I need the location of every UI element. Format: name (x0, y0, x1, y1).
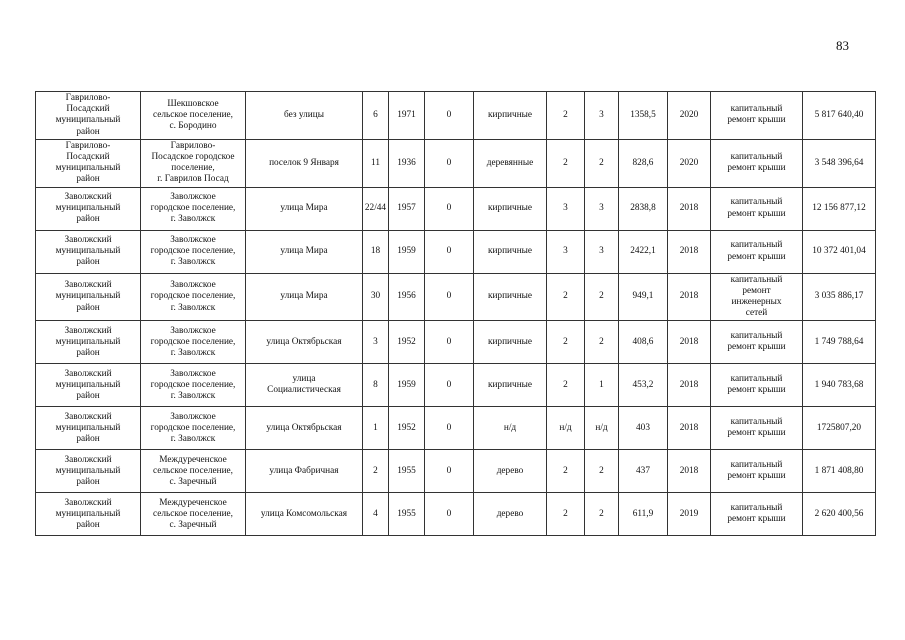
wall-material-cell: деревянные (474, 139, 547, 187)
entrances-cell: 2 (585, 139, 619, 187)
entrances-cell: 2 (585, 321, 619, 364)
table-row (36, 92, 876, 140)
house-number-cell: 8 (363, 364, 389, 407)
settlement-cell: Заволжское городское поселение, г. Заволжск (141, 230, 246, 273)
build-year-cell: 1959 (389, 364, 425, 407)
col6-cell: 0 (425, 364, 474, 407)
floors-cell: 2 (547, 139, 585, 187)
area-cell: 453,2 (619, 364, 668, 407)
build-year-cell: 1952 (389, 407, 425, 450)
entrances-cell: 2 (585, 493, 619, 536)
col6-cell: 0 (425, 187, 474, 230)
street-cell: улица Октябрьская (246, 321, 363, 364)
district-cell: Гаврилово- Посадский муниципальный район (36, 139, 141, 187)
wall-material-cell: кирпичные (474, 273, 547, 321)
area-cell: 437 (619, 450, 668, 493)
street-cell: улица Мира (246, 230, 363, 273)
area-cell: 403 (619, 407, 668, 450)
cost-cell: 2 620 400,56 (803, 493, 876, 536)
work-type-cell: капитальный ремонт инженерных сетей (711, 273, 803, 321)
settlement-cell: Заволжское городское поселение, г. Заволжск (141, 364, 246, 407)
house-number-cell: 1 (363, 407, 389, 450)
plan-year-cell: 2018 (668, 321, 711, 364)
work-type-cell: капитальный ремонт крыши (711, 187, 803, 230)
floors-cell: 3 (547, 230, 585, 273)
house-number-cell: 4 (363, 493, 389, 536)
build-year-cell: 1955 (389, 493, 425, 536)
settlement-cell: Заволжское городское поселение, г. Заволжск (141, 321, 246, 364)
plan-year-cell: 2018 (668, 364, 711, 407)
wall-material-cell: кирпичные (474, 92, 547, 140)
district-cell: Заволжский муниципальный район (36, 273, 141, 321)
entrances-cell: 3 (585, 187, 619, 230)
district-cell: Заволжский муниципальный район (36, 364, 141, 407)
col6-cell: 0 (425, 92, 474, 140)
floors-cell: 2 (547, 364, 585, 407)
work-type-cell: капитальный ремонт крыши (711, 92, 803, 140)
district-cell: Заволжский муниципальный район (36, 493, 141, 536)
settlement-cell: Заволжское городское поселение, г. Заволжск (141, 407, 246, 450)
floors-cell: н/д (547, 407, 585, 450)
house-number-cell: 18 (363, 230, 389, 273)
district-cell: Заволжский муниципальный район (36, 187, 141, 230)
work-type-cell: капитальный ремонт крыши (711, 230, 803, 273)
house-number-cell: 30 (363, 273, 389, 321)
plan-year-cell: 2018 (668, 230, 711, 273)
district-cell: Гаврилово- Посадский муниципальный район (36, 92, 141, 140)
col6-cell: 0 (425, 139, 474, 187)
wall-material-cell: кирпичные (474, 230, 547, 273)
build-year-cell: 1971 (389, 92, 425, 140)
house-number-cell: 3 (363, 321, 389, 364)
house-number-cell: 22/44 (363, 187, 389, 230)
house-number-cell: 11 (363, 139, 389, 187)
page-number: 83 (836, 38, 849, 53)
plan-year-cell: 2018 (668, 187, 711, 230)
house-number-cell: 2 (363, 450, 389, 493)
build-year-cell: 1952 (389, 321, 425, 364)
work-type-cell: капитальный ремонт крыши (711, 364, 803, 407)
floors-cell: 2 (547, 92, 585, 140)
table-row (36, 407, 876, 450)
cost-cell: 10 372 401,04 (803, 230, 876, 273)
settlement-cell: Шекшовское сельское поселение, с. Бородино (141, 92, 246, 140)
table-row (36, 450, 876, 493)
street-cell: улица Социалистическая (246, 364, 363, 407)
area-cell: 2422,1 (619, 230, 668, 273)
plan-year-cell: 2020 (668, 92, 711, 140)
cost-cell: 3 035 886,17 (803, 273, 876, 321)
work-type-cell: капитальный ремонт крыши (711, 493, 803, 536)
cost-cell: 3 548 396,64 (803, 139, 876, 187)
entrances-cell: 1 (585, 364, 619, 407)
plan-year-cell: 2019 (668, 493, 711, 536)
cost-cell: 12 156 877,12 (803, 187, 876, 230)
work-type-cell: капитальный ремонт крыши (711, 450, 803, 493)
build-year-cell: 1956 (389, 273, 425, 321)
area-cell: 828,6 (619, 139, 668, 187)
col6-cell: 0 (425, 407, 474, 450)
street-cell: улица Мира (246, 187, 363, 230)
floors-cell: 2 (547, 493, 585, 536)
entrances-cell: н/д (585, 407, 619, 450)
table-row (36, 321, 876, 364)
settlement-cell: Гаврилово- Посадское городское поселение, г. Гаврилов Посад (141, 139, 246, 187)
table-row (36, 364, 876, 407)
street-cell: без улицы (246, 92, 363, 140)
cost-cell: 1725807,20 (803, 407, 876, 450)
area-cell: 2838,8 (619, 187, 668, 230)
work-type-cell: капитальный ремонт крыши (711, 321, 803, 364)
build-year-cell: 1959 (389, 230, 425, 273)
wall-material-cell: кирпичные (474, 321, 547, 364)
col6-cell: 0 (425, 230, 474, 273)
street-cell: улица Октябрьская (246, 407, 363, 450)
build-year-cell: 1957 (389, 187, 425, 230)
entrances-cell: 2 (585, 273, 619, 321)
work-type-cell: капитальный ремонт крыши (711, 407, 803, 450)
table-row (36, 493, 876, 536)
street-cell: улица Фабричная (246, 450, 363, 493)
settlement-cell: Междуреченское сельское поселение, с. Заречный (141, 493, 246, 536)
wall-material-cell: кирпичные (474, 187, 547, 230)
floors-cell: 2 (547, 450, 585, 493)
settlement-cell: Заволжское городское поселение, г. Заволжск (141, 187, 246, 230)
wall-material-cell: дерево (474, 450, 547, 493)
col6-cell: 0 (425, 321, 474, 364)
settlement-cell: Заволжское городское поселение, г. Заволжск (141, 273, 246, 321)
area-cell: 949,1 (619, 273, 668, 321)
area-cell: 408,6 (619, 321, 668, 364)
area-cell: 611,9 (619, 493, 668, 536)
build-year-cell: 1936 (389, 139, 425, 187)
street-cell: улица Мира (246, 273, 363, 321)
table-row (36, 187, 876, 230)
floors-cell: 2 (547, 273, 585, 321)
district-cell: Заволжский муниципальный район (36, 407, 141, 450)
plan-year-cell: 2018 (668, 273, 711, 321)
district-cell: Заволжский муниципальный район (36, 450, 141, 493)
floors-cell: 3 (547, 187, 585, 230)
col6-cell: 0 (425, 450, 474, 493)
wall-material-cell: кирпичные (474, 364, 547, 407)
table-row (36, 230, 876, 273)
col6-cell: 0 (425, 493, 474, 536)
cost-cell: 1 749 788,64 (803, 321, 876, 364)
cost-cell: 1 940 783,68 (803, 364, 876, 407)
table-row (36, 273, 876, 321)
cost-cell: 1 871 408,80 (803, 450, 876, 493)
plan-year-cell: 2018 (668, 450, 711, 493)
settlement-cell: Междуреченское сельское поселение, с. Заречный (141, 450, 246, 493)
table-row (36, 139, 876, 187)
wall-material-cell: н/д (474, 407, 547, 450)
district-cell: Заволжский муниципальный район (36, 321, 141, 364)
street-cell: поселок 9 Января (246, 139, 363, 187)
entrances-cell: 2 (585, 450, 619, 493)
cost-cell: 5 817 640,40 (803, 92, 876, 140)
wall-material-cell: дерево (474, 493, 547, 536)
plan-year-cell: 2020 (668, 139, 711, 187)
area-cell: 1358,5 (619, 92, 668, 140)
build-year-cell: 1955 (389, 450, 425, 493)
house-number-cell: 6 (363, 92, 389, 140)
col6-cell: 0 (425, 273, 474, 321)
housing-repair-table (35, 91, 876, 536)
entrances-cell: 3 (585, 230, 619, 273)
work-type-cell: капитальный ремонт крыши (711, 139, 803, 187)
entrances-cell: 3 (585, 92, 619, 140)
street-cell: улица Комсомольская (246, 493, 363, 536)
plan-year-cell: 2018 (668, 407, 711, 450)
floors-cell: 2 (547, 321, 585, 364)
district-cell: Заволжский муниципальный район (36, 230, 141, 273)
